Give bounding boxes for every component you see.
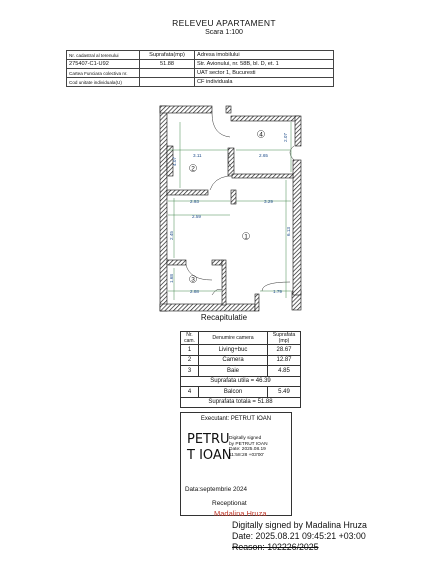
signature-name-line2: T IOAN [187,448,232,463]
signature-name-line1: PETRU [187,432,230,447]
signature-reason: Reason: 102226/2025 [232,542,319,552]
receptionat-label: Receptionat [212,500,247,507]
room-number: 3 [191,276,195,284]
dimension-label: 3.29 [264,199,273,204]
table-cell: Baie [199,366,268,377]
receptionat-name: Madalina Hruza [214,509,267,518]
dimension-label: 2.59 [192,214,201,219]
document-title: RELEVEU APARTAMENT [172,18,276,28]
table-cell: Balcon [199,387,268,398]
recap-title: Recapitulatie [200,313,248,322]
executant-label: Executant: PETRUT IOAN [200,416,272,422]
room-number: 4 [259,131,263,139]
digital-signature-line: by PETRUT IOAN [229,441,268,447]
document-date: Data:septembrie 2024 [185,486,247,493]
table-cell: 12.87 [268,355,301,366]
digital-signature-block [229,436,268,458]
table-row [181,397,301,408]
room-number: 2 [191,165,195,173]
table-row [181,376,301,387]
table-cell: 5.49 [268,387,301,398]
table-cell: Suprafata(mp) [140,51,195,60]
table-cell: 4 [181,387,199,398]
table-cell: UAT sector 1, Bucuresti [195,69,334,78]
dimension-label: 2.93 [190,199,199,204]
table-header: Denumire camera [199,332,268,345]
table-cell: CF individuala [195,78,334,87]
table-cell: Cartea Funciara colectiva nr. [67,69,140,78]
table-cell: Str. Avionului, nr. 58B, bl. D, et. 1 [195,60,334,69]
dimension-label: 6.13 [286,227,291,236]
table-cell: 51.88 [140,60,195,69]
table-cell: Living+buc [199,345,268,356]
dimension-label: 2.88 [190,289,199,294]
plan-walls [160,106,301,311]
table-cell: 4.85 [268,366,301,377]
useful-area: Suprafata utila = 46.39 [181,376,301,387]
table-row [181,332,301,345]
dimension-label: 1.79 [273,289,282,294]
dimension-label: 2.45 [169,231,174,240]
dimension-label: 2.07 [283,133,288,142]
receptionat-signature-block [232,520,367,553]
table-header: Nr. cam. [181,332,199,345]
dimension-label: 1.68 [169,274,174,283]
dimension-label: 3.11 [193,153,202,158]
table-row [181,387,301,398]
table-row [181,345,301,356]
table-cell: Nr. cadastral al terenului [67,51,140,60]
digital-signature-line: Date: 2025.08.19 [229,447,266,453]
digital-signature-line: Digitally signed [229,436,262,441]
digital-signature-line: 11:58:28 +03'00' [229,452,264,458]
dimension-label: 4.07 [172,157,177,166]
table-row [181,355,301,366]
table-cell: 28.67 [268,345,301,356]
room-number: 1 [244,233,248,241]
signature-date: Date: 2025.08.21 09:45:21 +03:00 [232,531,366,541]
table-cell: 275407-C1-U92 [67,60,140,69]
table-header: Suprafata (mp) [268,332,301,345]
total-area: Suprafata totala = 51.88 [181,397,301,408]
signature-line: Digitally signed by Madalina Hruza [232,520,367,530]
table-cell: Camera [199,355,268,366]
table-cell: 1 [181,345,199,356]
document-scale: Scara 1:100 [205,29,243,36]
recap-table [180,331,301,408]
table-cell: 2 [181,355,199,366]
table-cell: Adresa imobilului [195,51,334,60]
table-cell: Cod unitate individuala(U) [67,78,140,87]
dimension-label: 2.65 [259,153,268,158]
table-row [181,366,301,377]
table-cell: 3 [181,366,199,377]
